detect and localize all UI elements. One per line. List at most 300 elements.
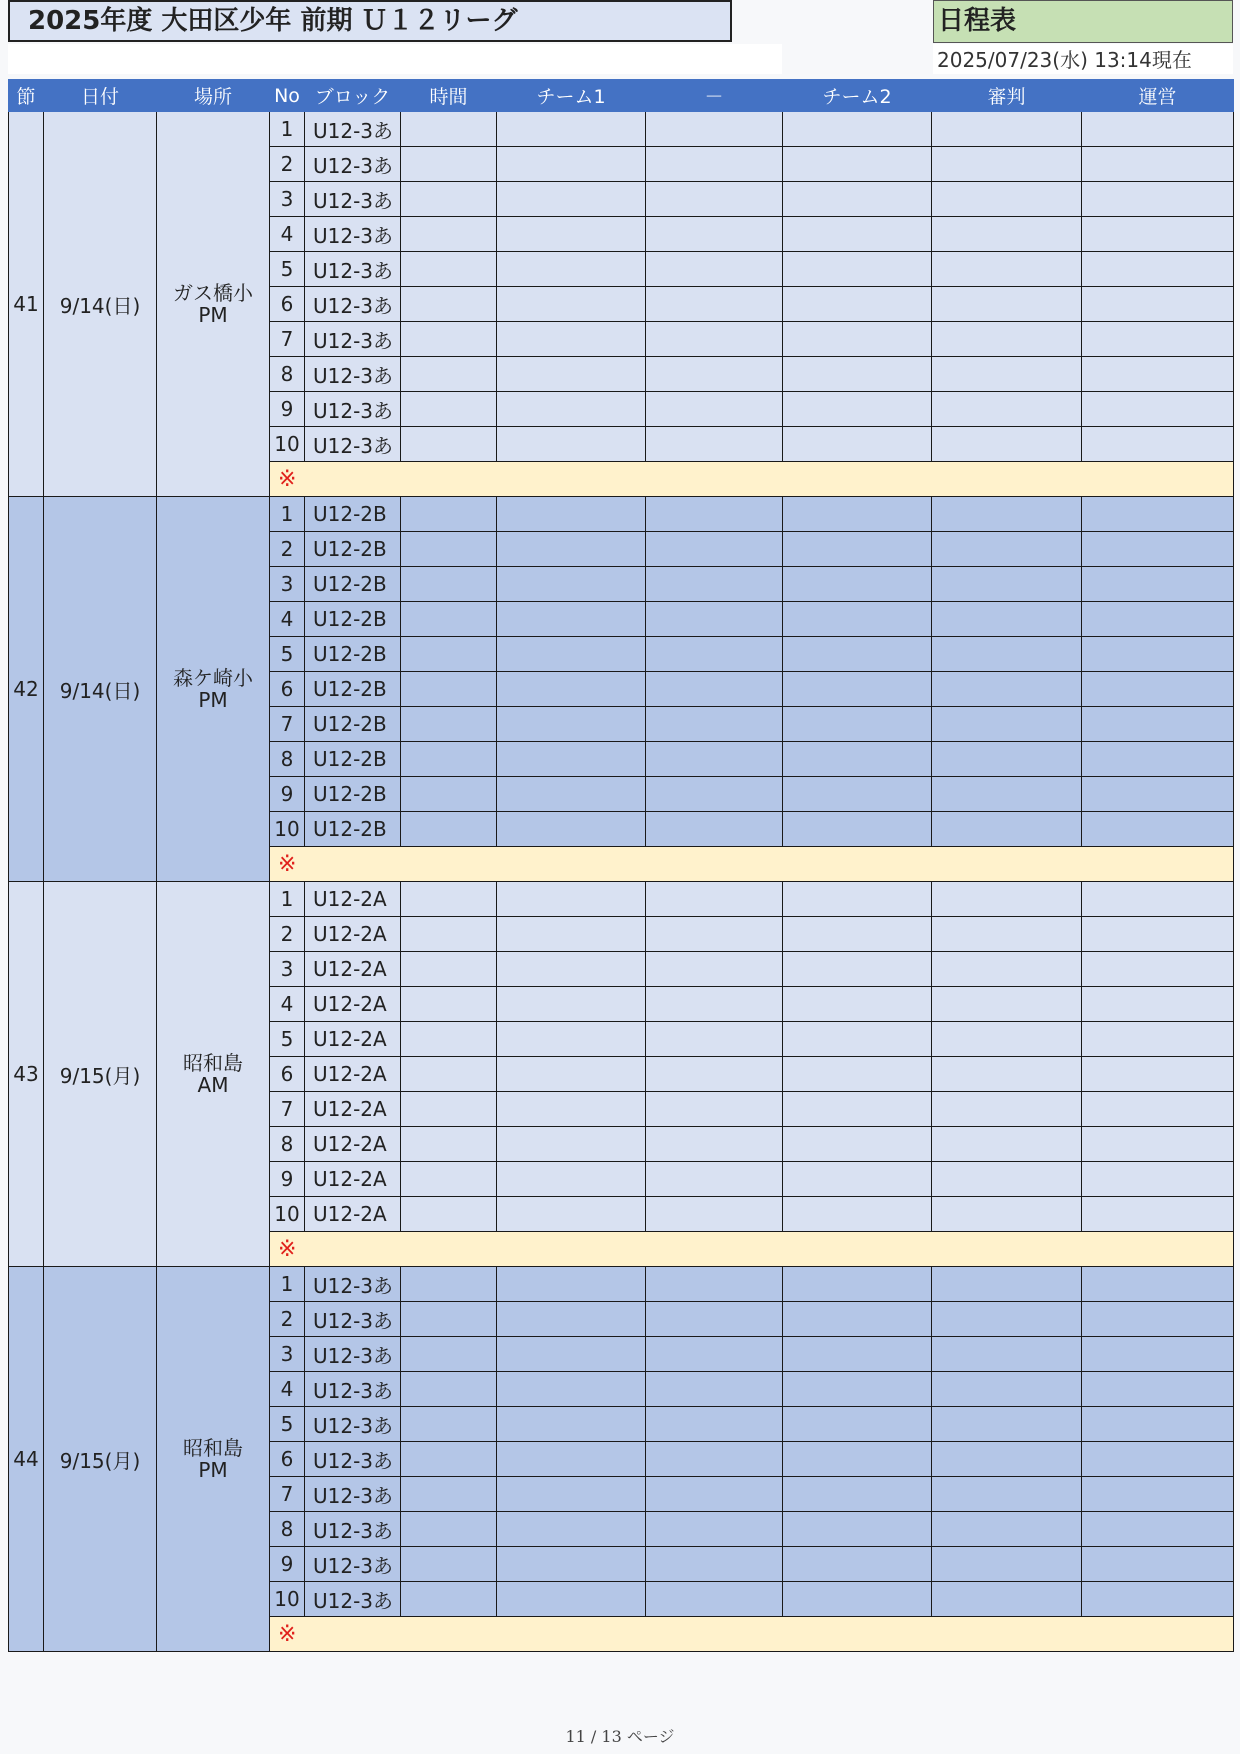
referee-cell [932,287,1082,322]
time-cell [401,672,497,707]
management-cell [1082,1057,1234,1092]
referee-cell [932,1127,1082,1162]
team1-cell [497,602,646,637]
date-cell: 9/14(日) [44,497,157,882]
time-cell [401,532,497,567]
time-cell [401,602,497,637]
block-cell: U12-2A [305,1162,401,1197]
referee-cell [932,1057,1082,1092]
team2-cell [783,567,932,602]
team1-cell [497,182,646,217]
block-cell: U12-2A [305,1127,401,1162]
team1-cell [497,1162,646,1197]
match-no-cell: 2 [270,1302,305,1337]
vs-cell [646,602,783,637]
block-cell: U12-2B [305,812,401,847]
time-cell [401,357,497,392]
team1-cell [497,1547,646,1582]
team1-cell [497,812,646,847]
vs-cell [646,1057,783,1092]
referee-cell [932,1022,1082,1057]
team2-cell [783,1302,932,1337]
team1-cell [497,567,646,602]
referee-cell [932,1512,1082,1547]
vs-cell [646,882,783,917]
block-cell: U12-3あ [305,182,401,217]
time-cell [401,1022,497,1057]
block-cell: U12-3あ [305,427,401,462]
venue-cell [157,497,270,882]
note-cell: ※ [270,1617,1234,1652]
referee-cell [932,672,1082,707]
team2-cell [783,952,932,987]
match-no-cell: 7 [270,322,305,357]
block-cell: U12-3あ [305,1267,401,1302]
vs-cell [646,812,783,847]
referee-cell [932,1267,1082,1302]
management-cell [1082,147,1234,182]
match-no-cell: 6 [270,1442,305,1477]
schedule-table [8,79,1234,1652]
referee-cell [932,1477,1082,1512]
team2-cell [783,882,932,917]
vs-cell [646,1337,783,1372]
team2-cell [783,742,932,777]
time-cell [401,777,497,812]
venue-name: 森ケ崎小 [173,666,253,690]
time-cell [401,1267,497,1302]
team1-cell [497,112,646,147]
team2-cell [783,672,932,707]
referee-cell [932,392,1082,427]
team2-cell [783,812,932,847]
management-cell [1082,1267,1234,1302]
match-no-cell: 3 [270,567,305,602]
venue-name: 昭和島 [183,1436,243,1460]
vs-cell [646,637,783,672]
vs-cell [646,707,783,742]
header-venue: 場所 [157,80,270,112]
vs-cell [646,1022,783,1057]
management-cell [1082,567,1234,602]
team2-cell [783,532,932,567]
team1-cell [497,1302,646,1337]
management-cell [1082,1127,1234,1162]
header-vs: － [646,80,783,112]
match-no-cell: 9 [270,392,305,427]
header-date: 日付 [44,80,157,112]
team1-cell [497,1372,646,1407]
block-cell: U12-3あ [305,322,401,357]
table-row [9,112,1234,147]
management-cell [1082,1022,1234,1057]
team1-cell [497,917,646,952]
management-cell [1082,1582,1234,1617]
block-cell: U12-3あ [305,1337,401,1372]
team2-cell [783,427,932,462]
date-cell: 9/14(日) [44,112,157,497]
match-no-cell: 1 [270,112,305,147]
referee-cell [932,1407,1082,1442]
team1-cell [497,777,646,812]
table-header-row [9,80,1234,112]
vs-cell [646,672,783,707]
vs-cell [646,987,783,1022]
management-cell [1082,987,1234,1022]
venue-name: 昭和島 [183,1051,243,1075]
block-cell: U12-3あ [305,1512,401,1547]
time-cell [401,1477,497,1512]
match-no-cell: 7 [270,1477,305,1512]
time-cell [401,952,497,987]
match-no-cell: 10 [270,812,305,847]
team2-cell [783,707,932,742]
referee-cell [932,1337,1082,1372]
match-no-cell: 1 [270,497,305,532]
vs-cell [646,1407,783,1442]
referee-cell [932,1547,1082,1582]
team2-cell [783,1162,932,1197]
block-cell: U12-2B [305,672,401,707]
vs-cell [646,1582,783,1617]
match-no-cell: 6 [270,287,305,322]
vs-cell [646,917,783,952]
referee-cell [932,252,1082,287]
team1-cell [497,497,646,532]
block-cell: U12-3あ [305,1372,401,1407]
title-spacer [8,44,782,74]
team1-cell [497,1057,646,1092]
management-cell [1082,1337,1234,1372]
match-no-cell: 9 [270,1547,305,1582]
round-cell: 42 [9,497,44,882]
vs-cell [646,357,783,392]
referee-cell [932,532,1082,567]
team1-cell [497,1477,646,1512]
note-cell: ※ [270,847,1234,882]
block-cell: U12-3あ [305,1582,401,1617]
team1-cell [497,1197,646,1232]
match-no-cell: 6 [270,672,305,707]
vs-cell [646,1197,783,1232]
block-cell: U12-3あ [305,217,401,252]
block-cell: U12-2A [305,1092,401,1127]
venue-session: PM [198,688,228,712]
team2-cell [783,497,932,532]
team2-cell [783,1127,932,1162]
team1-cell [497,707,646,742]
block-cell: U12-3あ [305,357,401,392]
referee-cell [932,882,1082,917]
match-no-cell: 9 [270,777,305,812]
management-cell [1082,287,1234,322]
vs-cell [646,532,783,567]
match-no-cell: 5 [270,637,305,672]
match-no-cell: 9 [270,1162,305,1197]
vs-cell [646,1442,783,1477]
schedule-label: 日程表 [933,0,1233,43]
match-no-cell: 7 [270,707,305,742]
match-no-cell: 5 [270,1022,305,1057]
match-no-cell: 3 [270,182,305,217]
block-cell: U12-2A [305,1057,401,1092]
referee-cell [932,637,1082,672]
block-cell: U12-2A [305,952,401,987]
team2-cell [783,357,932,392]
team1-cell [497,742,646,777]
venue-cell [157,1267,270,1652]
vs-cell [646,1162,783,1197]
match-no-cell: 2 [270,147,305,182]
referee-cell [932,742,1082,777]
team2-cell [783,1022,932,1057]
management-cell [1082,1162,1234,1197]
header-no: No [270,80,305,112]
match-no-cell: 4 [270,1372,305,1407]
referee-cell [932,1372,1082,1407]
time-cell [401,427,497,462]
block-cell: U12-2B [305,777,401,812]
match-no-cell: 3 [270,1337,305,1372]
referee-cell [932,147,1082,182]
referee-cell [932,812,1082,847]
team1-cell [497,252,646,287]
time-cell [401,1127,497,1162]
referee-cell [932,1197,1082,1232]
match-no-cell: 4 [270,602,305,637]
referee-cell [932,217,1082,252]
management-cell [1082,882,1234,917]
team2-cell [783,252,932,287]
time-cell [401,182,497,217]
time-cell [401,1372,497,1407]
management-cell [1082,427,1234,462]
block-cell: U12-2A [305,1197,401,1232]
referee-cell [932,987,1082,1022]
time-cell [401,707,497,742]
venue-cell [157,112,270,497]
vs-cell [646,777,783,812]
header-time: 時間 [401,80,497,112]
header-round: 節 [9,80,44,112]
management-cell [1082,497,1234,532]
table-row [9,882,1234,917]
vs-cell [646,567,783,602]
team2-cell [783,1407,932,1442]
management-cell [1082,1407,1234,1442]
management-cell [1082,952,1234,987]
management-cell [1082,742,1234,777]
match-no-cell: 4 [270,987,305,1022]
management-cell [1082,1092,1234,1127]
referee-cell [932,427,1082,462]
management-cell [1082,217,1234,252]
vs-cell [646,322,783,357]
match-no-cell: 1 [270,882,305,917]
match-no-cell: 8 [270,742,305,777]
block-cell: U12-2B [305,637,401,672]
time-cell [401,1057,497,1092]
block-cell: U12-3あ [305,1477,401,1512]
team2-cell [783,777,932,812]
vs-cell [646,392,783,427]
vs-cell [646,1372,783,1407]
team1-cell [497,532,646,567]
block-cell: U12-3あ [305,287,401,322]
referee-cell [932,567,1082,602]
team2-cell [783,1442,932,1477]
venue-cell [157,882,270,1267]
vs-cell [646,112,783,147]
match-no-cell: 8 [270,1127,305,1162]
referee-cell [932,357,1082,392]
referee-cell [932,602,1082,637]
team1-cell [497,1407,646,1442]
team2-cell [783,112,932,147]
time-cell [401,1197,497,1232]
match-no-cell: 4 [270,217,305,252]
note-cell: ※ [270,1232,1234,1267]
team2-cell [783,1057,932,1092]
block-cell: U12-2B [305,567,401,602]
match-no-cell: 8 [270,1512,305,1547]
team1-cell [497,1092,646,1127]
management-cell [1082,252,1234,287]
vs-cell [646,742,783,777]
management-cell [1082,1442,1234,1477]
time-cell [401,217,497,252]
time-cell [401,287,497,322]
page-title: 2025年度 大田区少年 前期 Ｕ１２リーグ [8,0,732,42]
match-no-cell: 2 [270,532,305,567]
vs-cell [646,1267,783,1302]
block-cell: U12-3あ [305,1302,401,1337]
referee-cell [932,917,1082,952]
management-cell [1082,602,1234,637]
time-cell [401,322,497,357]
block-cell: U12-3あ [305,1442,401,1477]
block-cell: U12-2B [305,602,401,637]
time-cell [401,882,497,917]
vs-cell [646,182,783,217]
round-cell: 43 [9,882,44,1267]
match-no-cell: 3 [270,952,305,987]
time-cell [401,252,497,287]
team1-cell [497,672,646,707]
vs-cell [646,497,783,532]
team2-cell [783,602,932,637]
team1-cell [497,637,646,672]
block-cell: U12-2A [305,882,401,917]
team1-cell [497,287,646,322]
match-no-cell: 7 [270,1092,305,1127]
referee-cell [932,1442,1082,1477]
team2-cell [783,1337,932,1372]
team2-cell [783,917,932,952]
referee-cell [932,322,1082,357]
block-cell: U12-3あ [305,1407,401,1442]
management-cell [1082,637,1234,672]
as-of-timestamp: 2025/07/23(水) 13:14現在 [933,44,1233,74]
team1-cell [497,987,646,1022]
vs-cell [646,1127,783,1162]
block-cell: U12-2B [305,707,401,742]
match-no-cell: 8 [270,357,305,392]
vs-cell [646,1477,783,1512]
vs-cell [646,147,783,182]
team2-cell [783,1547,932,1582]
team1-cell [497,147,646,182]
management-cell [1082,1512,1234,1547]
team1-cell [497,217,646,252]
team2-cell [783,182,932,217]
time-cell [401,1092,497,1127]
page-number: 11 / 13 ページ [565,1727,675,1746]
management-cell [1082,392,1234,427]
team1-cell [497,1582,646,1617]
referee-cell [932,112,1082,147]
team1-cell [497,1267,646,1302]
header-block: ブロック [305,80,401,112]
team2-cell [783,1372,932,1407]
vs-cell [646,1092,783,1127]
header-team2: チーム2 [783,80,932,112]
match-no-cell: 5 [270,252,305,287]
management-cell [1082,777,1234,812]
date-cell: 9/15(月) [44,1267,157,1652]
date-cell: 9/15(月) [44,882,157,1267]
round-cell: 44 [9,1267,44,1652]
referee-cell [932,182,1082,217]
header-referee: 審判 [932,80,1082,112]
header-management: 運営 [1082,80,1234,112]
referee-cell [932,777,1082,812]
team1-cell [497,392,646,427]
round-cell: 41 [9,112,44,497]
match-no-cell: 10 [270,1582,305,1617]
team1-cell [497,1127,646,1162]
match-no-cell: 5 [270,1407,305,1442]
match-no-cell: 1 [270,1267,305,1302]
management-cell [1082,532,1234,567]
time-cell [401,1302,497,1337]
vs-cell [646,1302,783,1337]
team2-cell [783,1582,932,1617]
vs-cell [646,1547,783,1582]
time-cell [401,1582,497,1617]
time-cell [401,1547,497,1582]
venue-session: PM [198,1458,228,1482]
referee-cell [932,1092,1082,1127]
time-cell [401,567,497,602]
venue-session: PM [198,303,228,327]
vs-cell [646,217,783,252]
referee-cell [932,707,1082,742]
time-cell [401,812,497,847]
management-cell [1082,1547,1234,1582]
block-cell: U12-3あ [305,147,401,182]
match-no-cell: 6 [270,1057,305,1092]
management-cell [1082,112,1234,147]
team2-cell [783,147,932,182]
referee-cell [932,1302,1082,1337]
time-cell [401,1442,497,1477]
management-cell [1082,1372,1234,1407]
block-cell: U12-3あ [305,1547,401,1582]
management-cell [1082,672,1234,707]
team1-cell [497,427,646,462]
referee-cell [932,1162,1082,1197]
